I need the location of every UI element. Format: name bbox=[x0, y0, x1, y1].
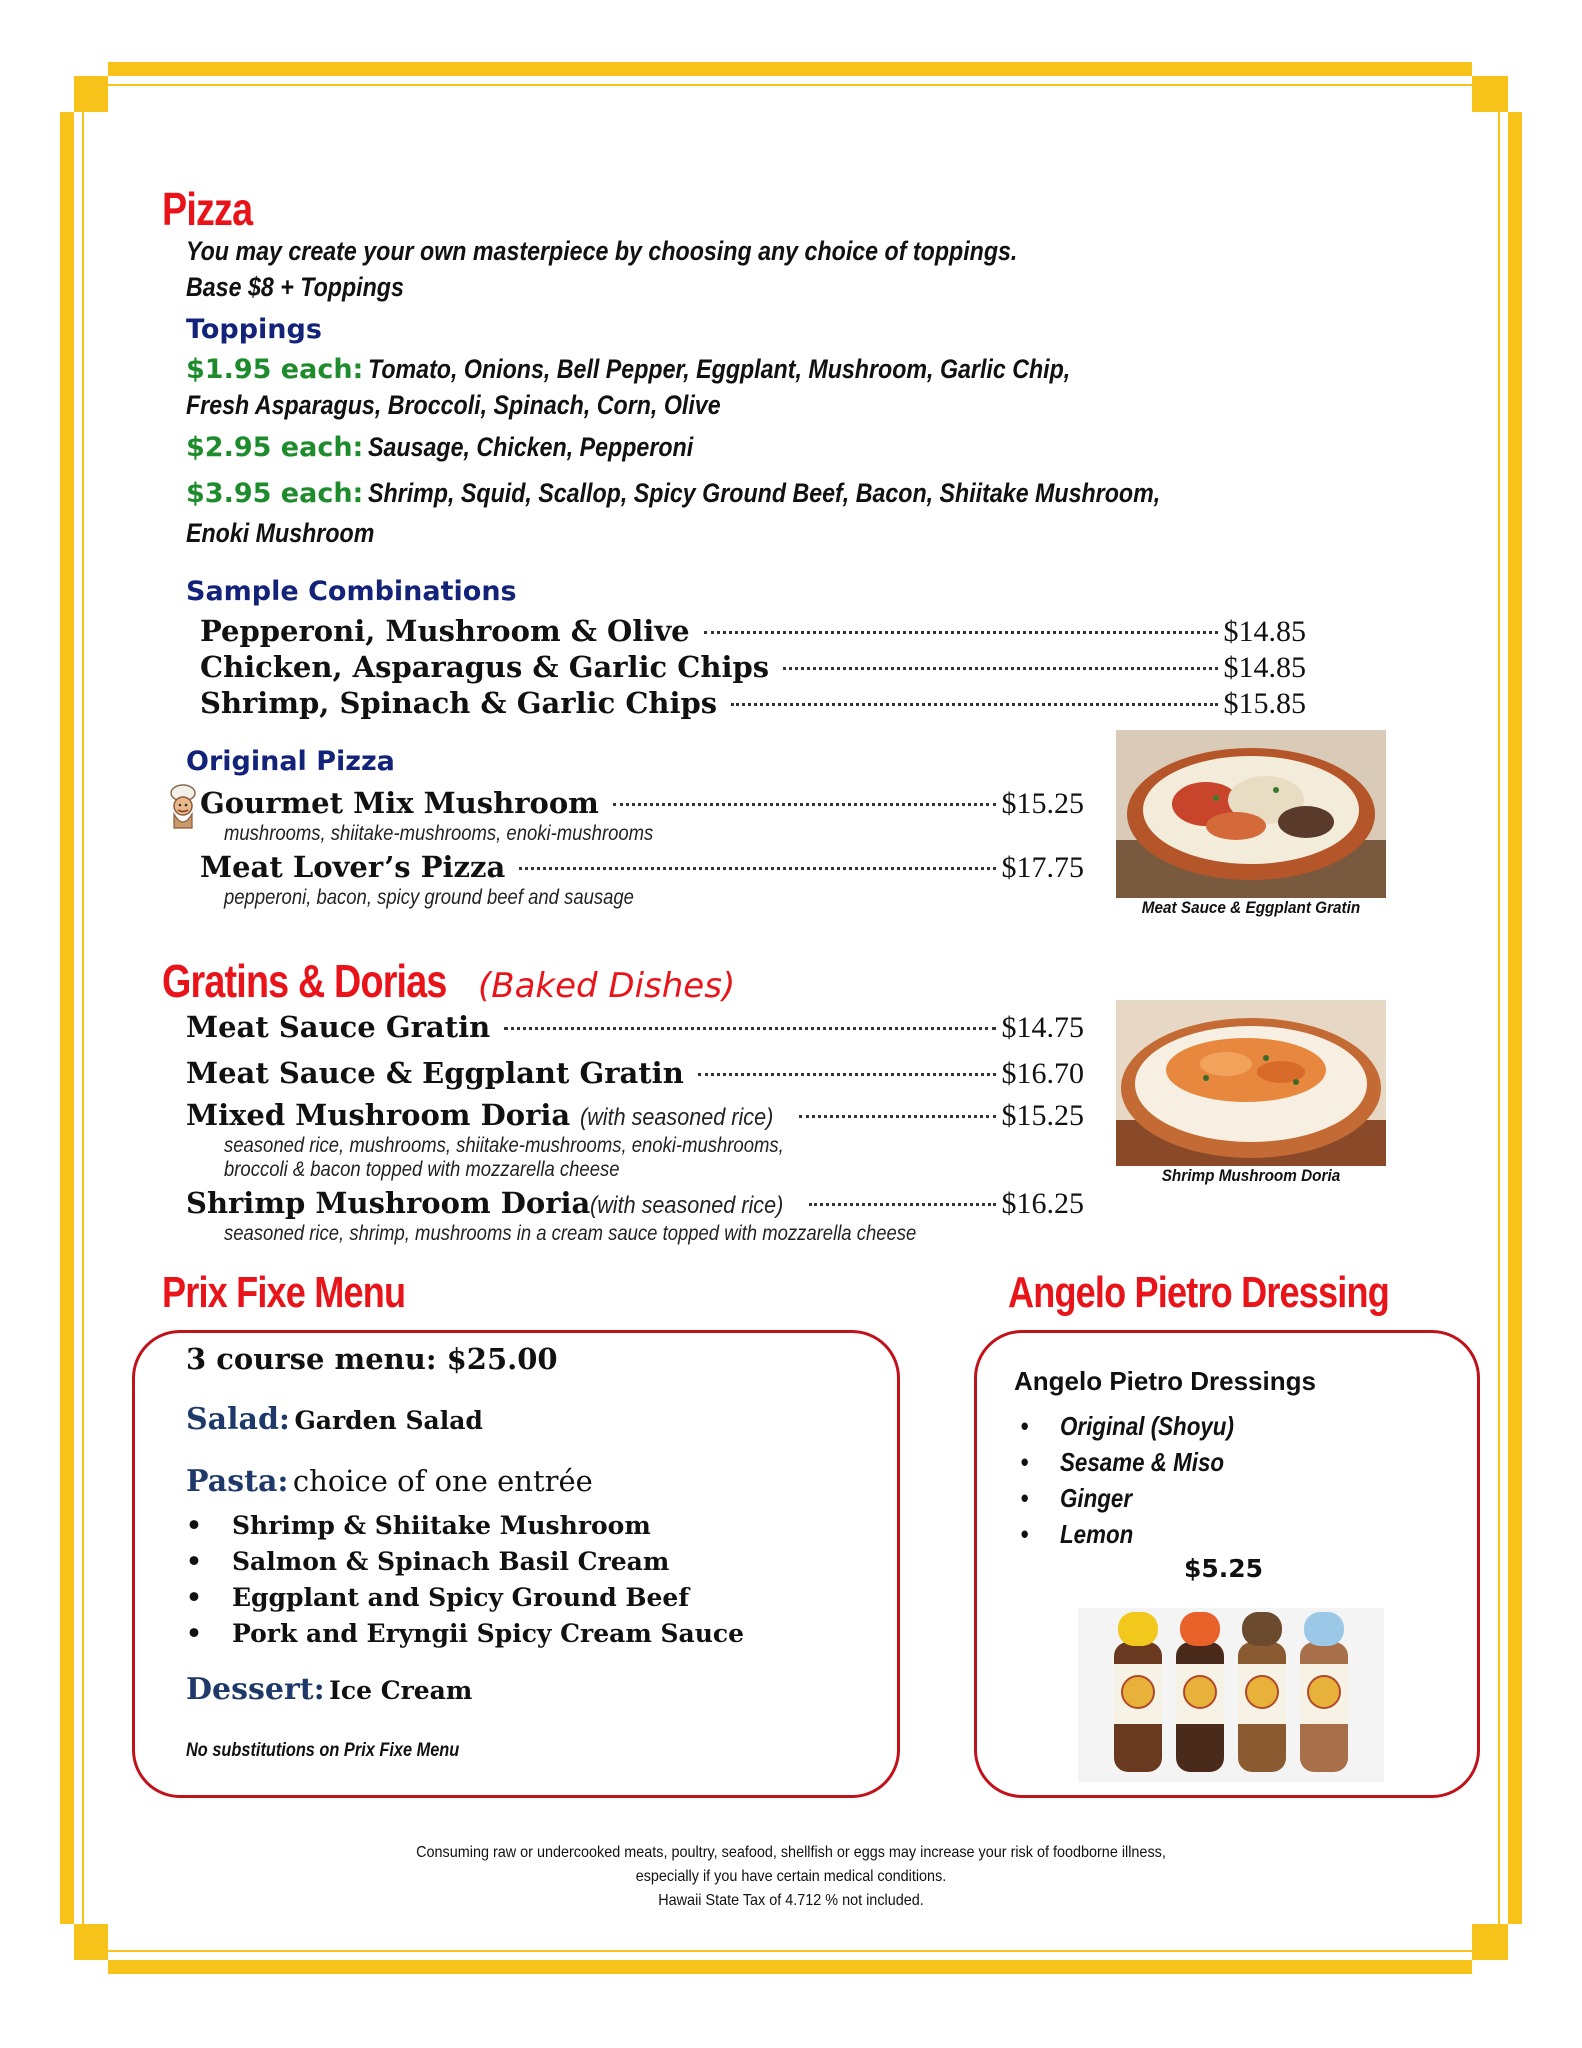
prix-fixe-note: No substitutions on Prix Fixe Menu bbox=[186, 1740, 460, 1761]
gratin-note: (with seasoned rice) bbox=[590, 1192, 784, 1219]
topping-tier-3 bbox=[186, 478, 1289, 509]
dressing-bottles-photo bbox=[1078, 1608, 1384, 1782]
pasta-option: • Pork and Eryngii Spicy Cream Sauce bbox=[232, 1616, 744, 1652]
dressing-flavor: • Sesame & Miso bbox=[1060, 1444, 1234, 1480]
topping-tier-1 bbox=[186, 354, 1184, 385]
pasta-list bbox=[232, 1508, 744, 1652]
gratin-desc: broccoli & bacon topped with mozzarella cheese bbox=[224, 1158, 620, 1181]
sample-price: $14.85 bbox=[1223, 615, 1306, 648]
tier3-items: Shrimp, Squid, Scallop, Spicy Ground Beef, Bacon, Shiitake Mushroom, bbox=[367, 478, 1160, 508]
dessert-course bbox=[186, 1672, 472, 1707]
gratin-item bbox=[186, 1098, 1084, 1133]
gratins-header bbox=[162, 954, 509, 1008]
sample-item bbox=[200, 650, 1306, 685]
gratin-note: (with seasoned rice) bbox=[580, 1104, 774, 1131]
dressing-flavor: • Ginger bbox=[1060, 1480, 1234, 1516]
dressing-bottle bbox=[1300, 1612, 1348, 1772]
gratin-desc: seasoned rice, mushrooms, shiitake-mushrooms, enoki-mushrooms, bbox=[224, 1134, 784, 1157]
footer-warning: Consuming raw or undercooked meats, poultry, seafood, shellfish or eggs may increase your risk of foodborne illness, bbox=[416, 1844, 1166, 1861]
gratin-desc: seasoned rice, shrimp, mushrooms in a cream sauce topped with mozzarella cheese bbox=[224, 1222, 917, 1245]
dressing-flavor: • Lemon bbox=[1060, 1516, 1234, 1552]
pasta-label: Pasta: bbox=[186, 1464, 289, 1499]
eggplant-gratin-caption: Meat Sauce & Eggplant Gratin bbox=[1141, 898, 1361, 917]
pizza-base-price: Base $8 + Toppings bbox=[186, 272, 404, 302]
original-item bbox=[200, 850, 1084, 885]
shrimp-doria-caption: Shrimp Mushroom Doria bbox=[1161, 1166, 1341, 1185]
dessert-value: Ice Cream bbox=[329, 1676, 473, 1705]
salad-label: Salad: bbox=[186, 1402, 290, 1437]
chef-mascot-icon bbox=[166, 784, 200, 830]
original-heading: Original Pizza bbox=[186, 746, 395, 777]
gratin-price: $15.25 bbox=[1001, 1099, 1084, 1132]
original-price: $17.75 bbox=[1001, 851, 1084, 884]
original-price: $15.25 bbox=[1001, 787, 1084, 820]
tier2-price: $2.95 each: bbox=[186, 432, 364, 463]
tier3-price: $3.95 each: bbox=[186, 478, 364, 509]
course-price: 3 course menu: $25.00 bbox=[186, 1342, 558, 1376]
gratins-subtitle: (Baked Dishes) bbox=[478, 966, 736, 1006]
footer-tax: Hawaii State Tax of 4.712 % not included. bbox=[658, 1892, 924, 1909]
tier1-items: Tomato, Onions, Bell Pepper, Eggplant, Mushroom, Garlic Chip, bbox=[367, 354, 1071, 384]
sample-price: $14.85 bbox=[1223, 651, 1306, 684]
dessert-label: Dessert: bbox=[186, 1672, 325, 1707]
dressing-bottle bbox=[1238, 1612, 1286, 1772]
pizza-intro: You may create your own masterpiece by choosing any choice of toppings. bbox=[186, 236, 1018, 266]
topping-tier-2 bbox=[186, 432, 746, 463]
pasta-option: • Shrimp & Shiitake Mushroom bbox=[232, 1508, 744, 1544]
pizza-title: Pizza bbox=[162, 183, 253, 235]
gratin-price: $16.70 bbox=[1001, 1057, 1084, 1090]
dressing-heading: Angelo Pietro Dressings bbox=[1014, 1366, 1316, 1396]
dressing-price: $5.25 bbox=[1184, 1554, 1264, 1583]
prix-fixe-title: Prix Fixe Menu bbox=[162, 1268, 406, 1317]
sample-heading: Sample Combinations bbox=[186, 576, 517, 607]
gratin-name: Meat Sauce Gratin bbox=[186, 1010, 491, 1044]
dressing-list bbox=[1060, 1408, 1234, 1552]
original-item bbox=[200, 786, 1084, 821]
dressing-bottle bbox=[1176, 1612, 1224, 1772]
dressing-bottle bbox=[1114, 1612, 1162, 1772]
salad-value: Garden Salad bbox=[294, 1406, 483, 1435]
gratin-item bbox=[186, 1010, 1084, 1045]
sample-name: Chicken, Asparagus & Garlic Chips bbox=[200, 650, 770, 684]
tier2-items: Sausage, Chicken, Pepperoni bbox=[367, 432, 693, 462]
toppings-heading: Toppings bbox=[186, 314, 322, 345]
dressing-title: Angelo Pietro Dressing bbox=[1008, 1268, 1389, 1317]
dressing-flavor: • Original (Shoyu) bbox=[1060, 1408, 1234, 1444]
original-name: Gourmet Mix Mushroom bbox=[200, 786, 599, 820]
sample-name: Pepperoni, Mushroom & Olive bbox=[200, 614, 690, 648]
original-name: Meat Lover’s Pizza bbox=[200, 850, 506, 884]
footer-warning-cont: especially if you have certain medical conditions. bbox=[635, 1868, 947, 1885]
gratins-title: Gratins & Dorias bbox=[162, 955, 447, 1007]
sample-item bbox=[200, 686, 1306, 721]
gratin-item bbox=[186, 1186, 1084, 1221]
gratin-price: $14.75 bbox=[1001, 1011, 1084, 1044]
gratin-name: Meat Sauce & Eggplant Gratin bbox=[186, 1056, 684, 1090]
gratin-name: Mixed Mushroom Doria bbox=[186, 1098, 571, 1132]
original-desc: mushrooms, shiitake-mushrooms, enoki-mushrooms bbox=[224, 822, 654, 845]
pasta-option: • Salmon & Spinach Basil Cream bbox=[232, 1544, 744, 1580]
tier1-price: $1.95 each: bbox=[186, 354, 364, 385]
pasta-option: • Eggplant and Spicy Ground Beef bbox=[232, 1580, 744, 1616]
sample-name: Shrimp, Spinach & Garlic Chips bbox=[200, 686, 718, 720]
tier3-items-cont: Enoki Mushroom bbox=[186, 518, 375, 548]
sample-price: $15.85 bbox=[1223, 687, 1306, 720]
eggplant-gratin-photo bbox=[1116, 730, 1386, 898]
gratin-price: $16.25 bbox=[1001, 1187, 1084, 1220]
shrimp-doria-photo bbox=[1116, 1000, 1386, 1166]
pasta-value: choice of one entrée bbox=[292, 1464, 593, 1498]
pasta-course bbox=[186, 1464, 593, 1499]
original-desc: pepperoni, bacon, spicy ground beef and sausage bbox=[224, 886, 634, 909]
gratin-item bbox=[186, 1056, 1084, 1091]
salad-course bbox=[186, 1402, 483, 1437]
sample-item bbox=[200, 614, 1306, 649]
tier1-items-cont: Fresh Asparagus, Broccoli, Spinach, Corn, Olive bbox=[186, 390, 721, 420]
gratin-name: Shrimp Mushroom Doria bbox=[186, 1186, 591, 1220]
